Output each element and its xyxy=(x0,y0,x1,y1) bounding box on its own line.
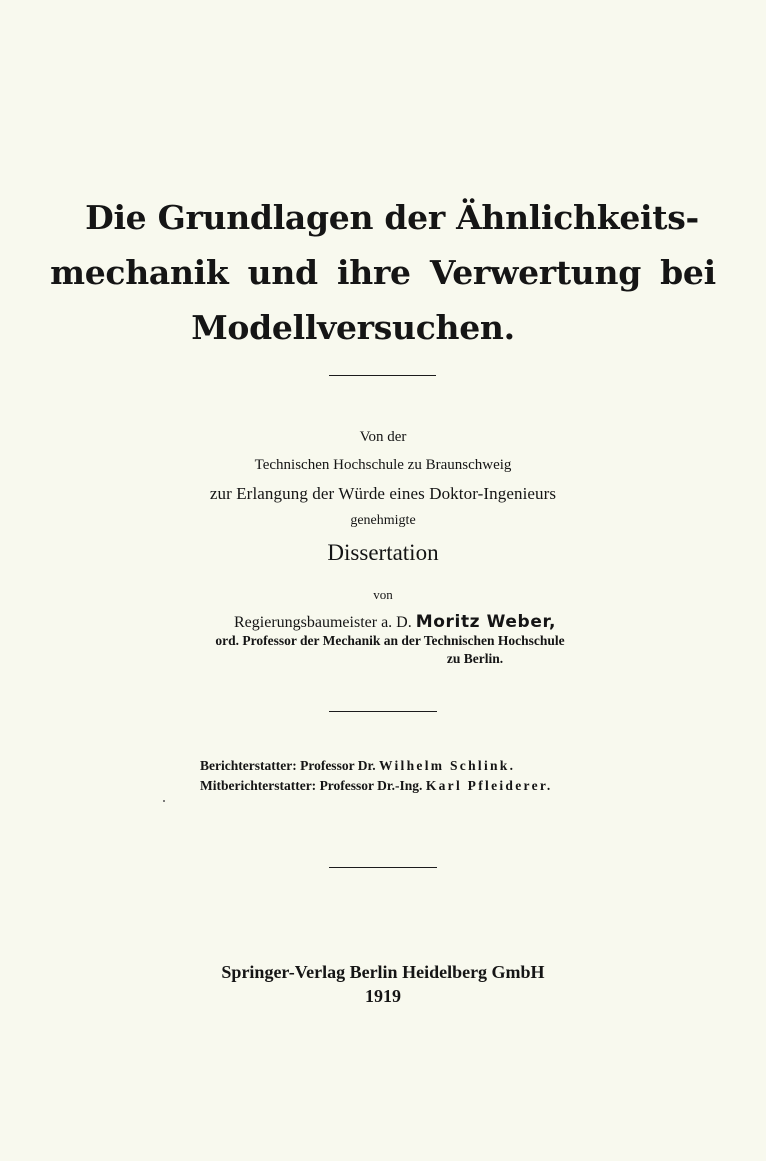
publisher-name: Springer-Verlag Berlin Heidelberg GmbH xyxy=(221,962,545,982)
referee-name: Wilhelm Schlink. xyxy=(378,758,516,773)
referee-line xyxy=(200,756,600,776)
von-der-line: Von der xyxy=(359,429,407,445)
title-line-2: mechanik und ihre Verwertung bei xyxy=(50,253,716,292)
publication-year: 1919 xyxy=(365,986,401,1006)
divider-rule xyxy=(329,867,437,868)
divider-rule xyxy=(329,711,437,712)
referees-block xyxy=(200,756,600,796)
degree-purpose-line: zur Erlangung der Würde eines Doktor-Ingenieurs xyxy=(209,484,557,503)
author-position-line-1: ord. Professor der Mechanik an der Technischen Hochschule xyxy=(215,633,565,648)
author-position-line-2: zu Berlin. xyxy=(446,651,504,666)
approved-line: genehmigte xyxy=(350,513,416,528)
title-line-3: Modellversuchen. xyxy=(191,308,515,347)
document-type: Dissertation xyxy=(327,540,439,565)
referee-label: Berichterstatter: xyxy=(200,758,297,773)
von-line: von xyxy=(373,587,393,602)
author-position xyxy=(200,632,580,668)
document-title xyxy=(0,190,766,355)
divider-rule xyxy=(329,375,436,376)
author-prefix: Regierungsbaumeister a. D. xyxy=(234,614,412,631)
title-line-1: Die Grundlagen der Ähnlichkeits- xyxy=(85,198,699,237)
coreferee-name: Karl Pfleiderer. xyxy=(425,778,553,793)
coreferee-label: Mitberichterstatter: xyxy=(200,778,317,793)
institution-line: Technischen Hochschule zu Braunschweig xyxy=(254,457,512,473)
coreferee-title: Professor Dr.-Ing. xyxy=(319,778,423,793)
speck-mark xyxy=(163,800,165,802)
referee-title: Professor Dr. xyxy=(300,758,376,773)
author-name: Moritz Weber, xyxy=(415,612,556,632)
coreferee-line xyxy=(200,776,600,796)
